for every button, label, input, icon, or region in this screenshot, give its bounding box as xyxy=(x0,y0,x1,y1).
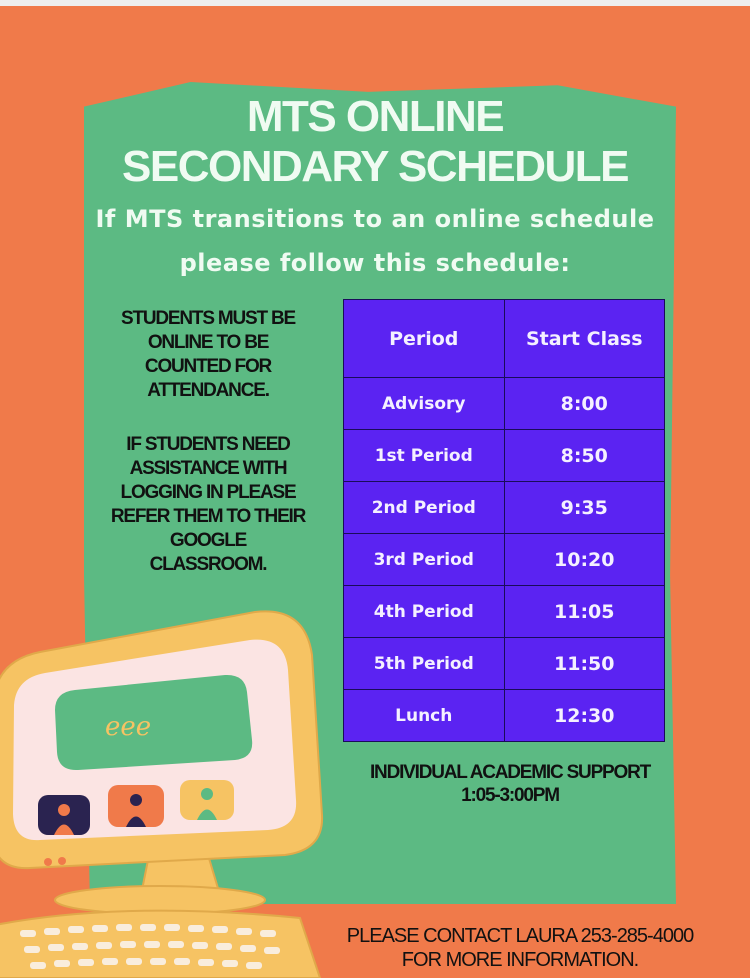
table-row xyxy=(344,690,665,742)
assistance-note-line: IF STUDENTS NEED xyxy=(126,434,290,455)
title-line-2: SECONDARY SCHEDULE xyxy=(122,142,628,191)
screen-scribble-text: eee xyxy=(105,712,152,742)
academic-support-note xyxy=(340,761,680,807)
table-header-row xyxy=(344,300,665,378)
computer-monitor-video-call-icon xyxy=(0,600,360,978)
table-row xyxy=(344,638,665,690)
period-cell: 1st Period xyxy=(344,430,505,482)
subtitle-line-2: please follow this schedule: xyxy=(179,249,571,277)
period-cell: Lunch xyxy=(344,690,505,742)
period-cell: Advisory xyxy=(344,378,505,430)
support-line-1: INDIVIDUAL ACADEMIC SUPPORT xyxy=(369,762,651,783)
assistance-note-line: LOGGING IN PLEASE xyxy=(120,482,296,503)
assistance-note xyxy=(88,433,328,577)
period-cell: 4th Period xyxy=(344,586,505,638)
assistance-note-line: GOOGLE xyxy=(169,530,247,551)
start-time-cell: 12:30 xyxy=(504,690,665,742)
contact-line-1: PLEASE CONTACT LAURA 253-285-4000 xyxy=(346,925,694,947)
attendance-note-line: ONLINE TO BE xyxy=(147,332,269,353)
start-time-cell: 8:50 xyxy=(504,430,665,482)
title-line-1: MTS ONLINE xyxy=(246,92,504,141)
attendance-note-line: STUDENTS MUST BE xyxy=(121,308,295,329)
period-cell: 2nd Period xyxy=(344,482,505,534)
attendance-note xyxy=(88,307,328,403)
schedule-table xyxy=(343,299,665,742)
start-time-cell: 11:50 xyxy=(504,638,665,690)
start-time-cell: 10:20 xyxy=(504,534,665,586)
table-row xyxy=(344,482,665,534)
subtitle-line-1: If MTS transitions to an online schedule xyxy=(95,205,655,233)
contact-line-2: FOR MORE INFORMATION. xyxy=(401,949,639,971)
assistance-note-line: CLASSROOM. xyxy=(149,554,267,575)
period-cell: 5th Period xyxy=(344,638,505,690)
attendance-note-line: ATTENDANCE. xyxy=(147,380,269,401)
table-row xyxy=(344,586,665,638)
period-cell: 3rd Period xyxy=(344,534,505,586)
assistance-note-line: ASSISTANCE WITH xyxy=(129,458,287,479)
start-class-header: Start Class xyxy=(504,300,665,378)
start-time-cell: 8:00 xyxy=(504,378,665,430)
contact-info xyxy=(300,924,740,972)
table-row xyxy=(344,430,665,482)
period-header: Period xyxy=(344,300,505,378)
top-strip xyxy=(0,0,750,6)
support-line-2: 1:05-3:00PM xyxy=(461,785,559,806)
assistance-note-line: REFER THEM TO THEIR xyxy=(110,506,306,527)
start-time-cell: 11:05 xyxy=(504,586,665,638)
table-row xyxy=(344,378,665,430)
attendance-note-line: COUNTED FOR xyxy=(144,356,272,377)
table-row xyxy=(344,534,665,586)
start-time-cell: 9:35 xyxy=(504,482,665,534)
